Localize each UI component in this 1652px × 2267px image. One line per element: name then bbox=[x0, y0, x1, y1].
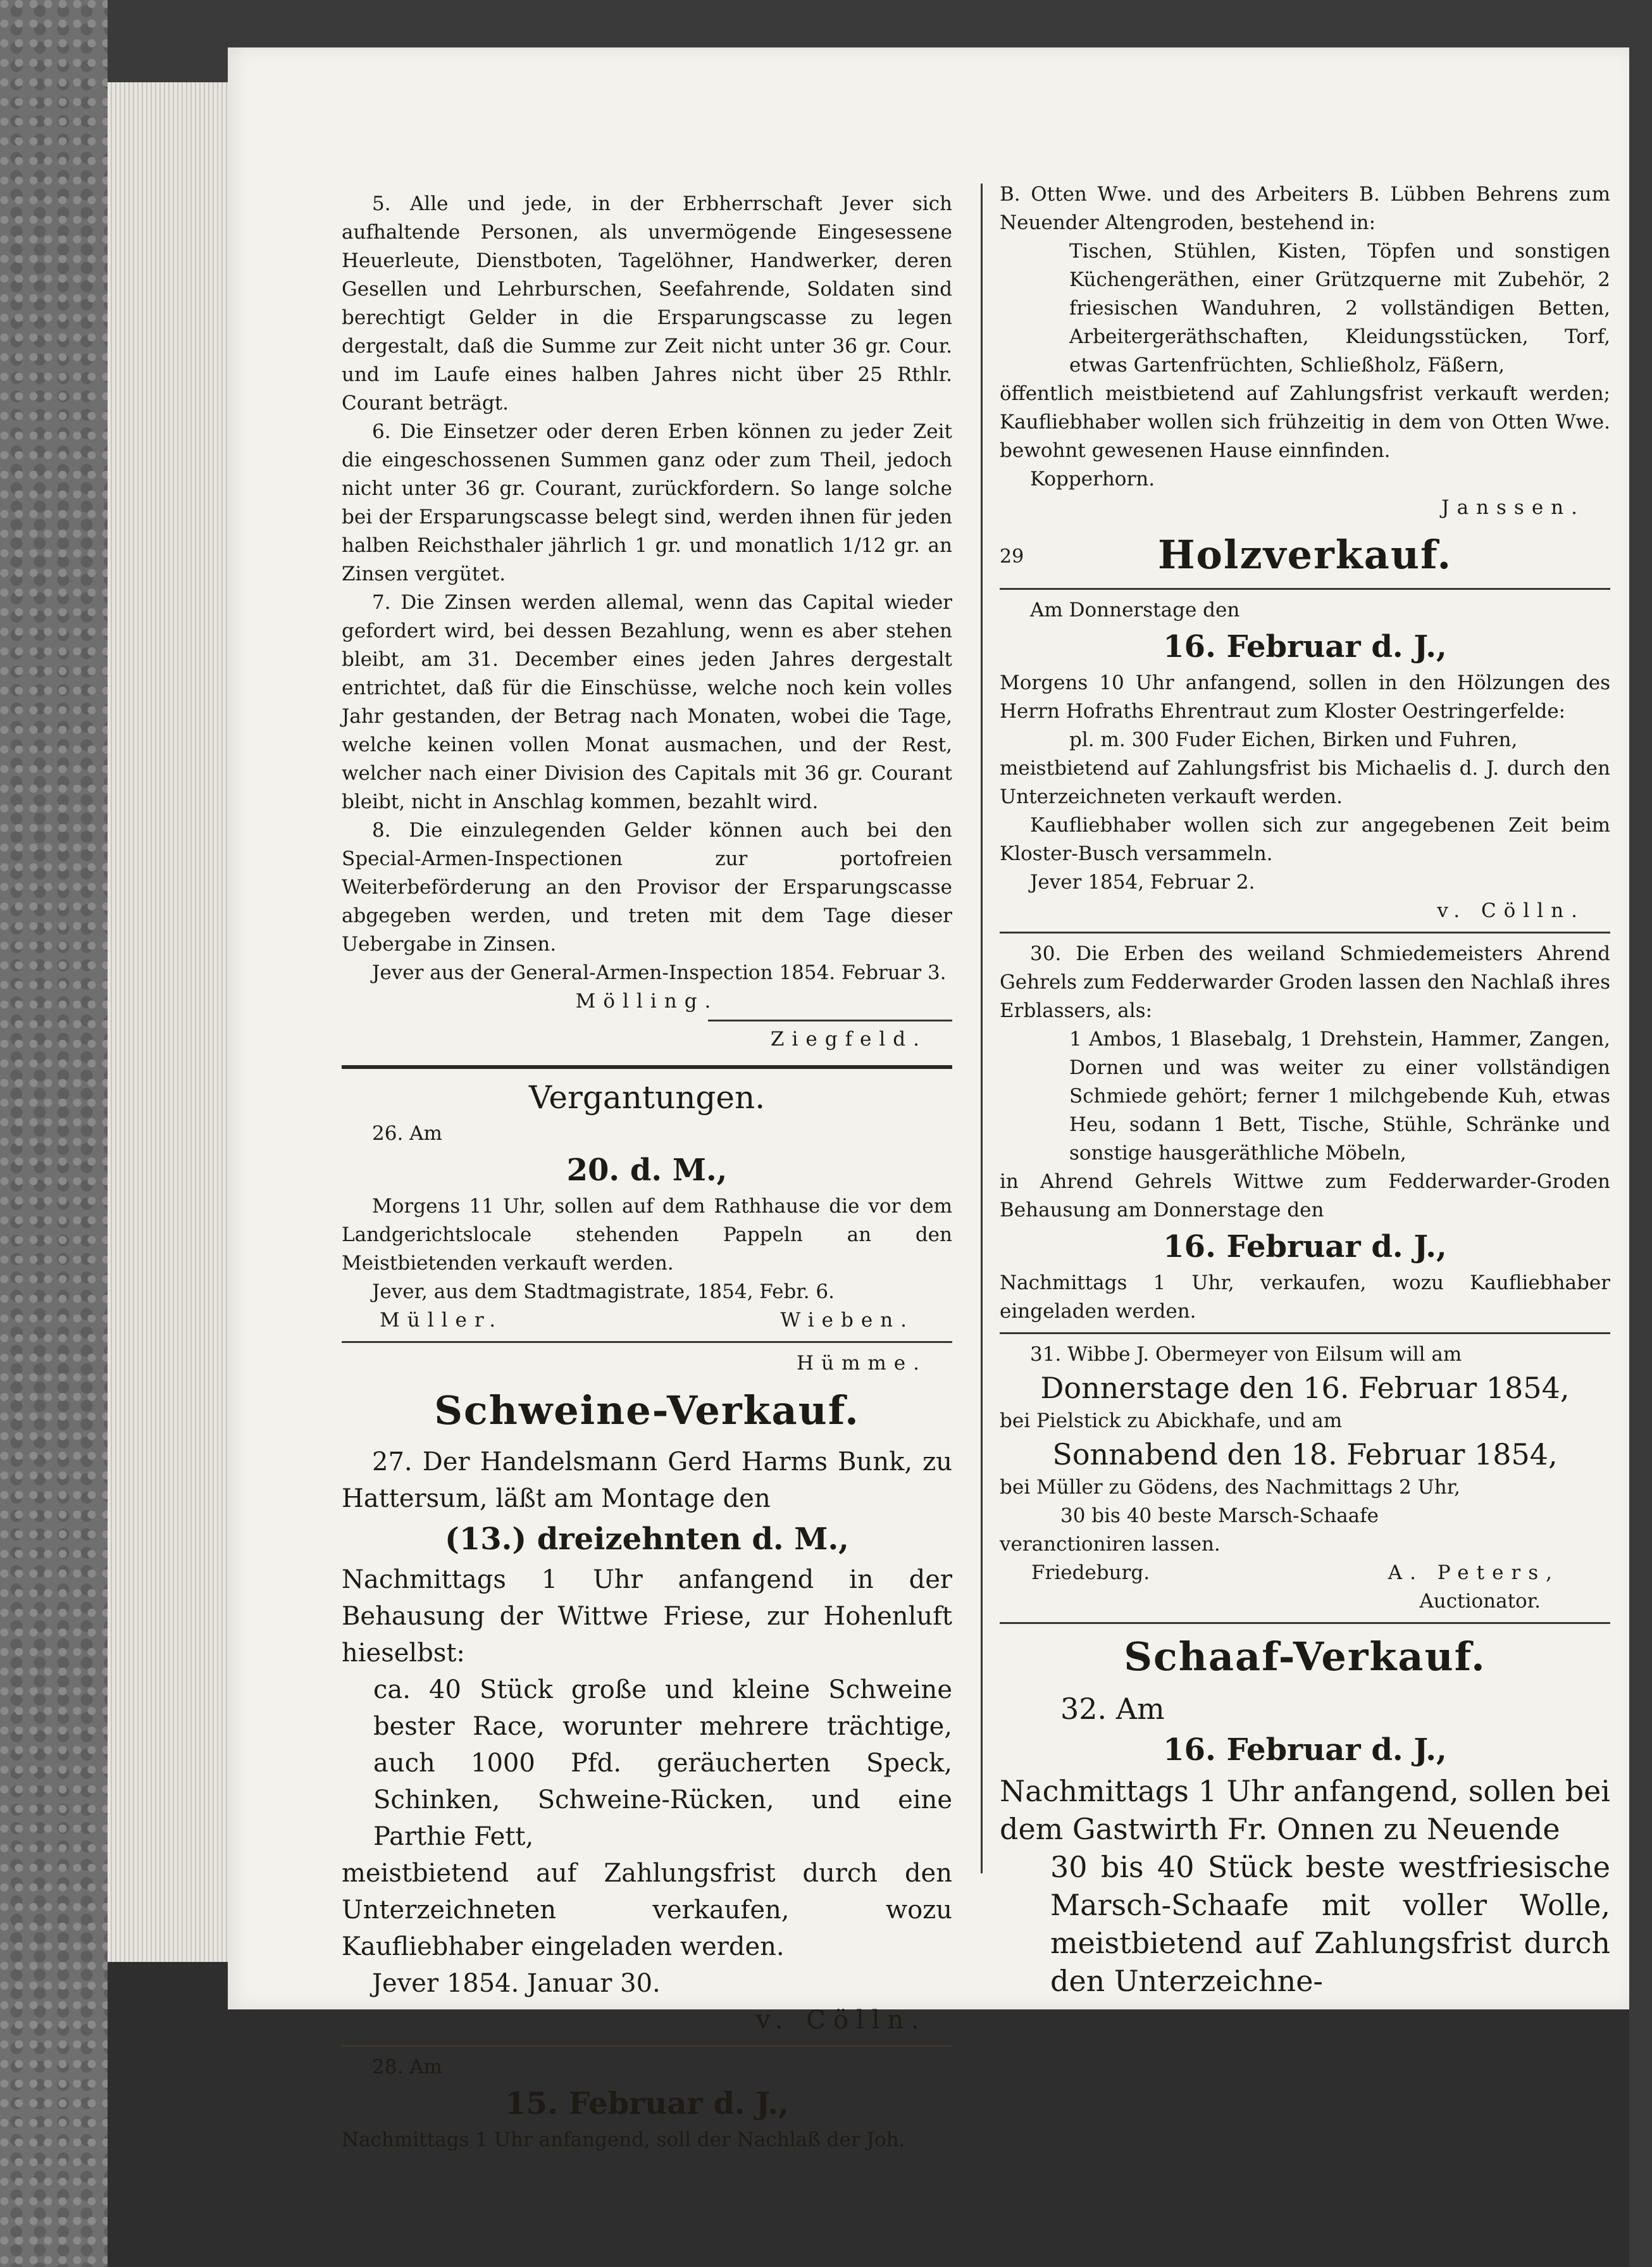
notice-text: 31. Wibbe J. Obermeyer von Eilsum will am bbox=[1030, 1343, 1462, 1366]
notice-date: 16. Februar d. J., bbox=[1163, 1229, 1447, 1265]
divider bbox=[708, 1020, 952, 1021]
divider bbox=[1000, 932, 1610, 934]
role: Auctionator. bbox=[1419, 1590, 1541, 1613]
paragraph-8: 8. Die einzulegenden Gelder können auch bei den Special-Armen-Inspectionen zur portofreien Weiterbeförderung an den Provisor der Ersparungscasse abgegeben werden, und treten mit dem Tage dieser Uebergabe in Zinsen. bbox=[342, 819, 952, 956]
notice-number: 29 bbox=[1000, 546, 1024, 568]
date-line: Jever 1854, Februar 2. bbox=[1030, 871, 1255, 894]
paragraph-7: 7. Die Zinsen werden allemal, wenn das Capital wieder gefordert wird, bei dessen Bezahlung, wenn es aber stehen bleibt, am 31. December eines jeden Jahres dergestalt entrichtet, daß für die Einschüsse, welche noch kein volles Jahr gestanden, der Betrag nach Monaten, wobei die Tage, welche keinen vollen Monat ausmachen, und der Rest, welcher nach einer Division des Capitals mit 36 gr. Courant bleibt, nicht in Anschlag kommen, bezahlt wird. bbox=[342, 591, 952, 813]
divider bbox=[342, 2045, 952, 2047]
section-heading-schweine: Schweine-Verkauf. bbox=[434, 1387, 860, 1433]
notice-text: Nachmittags 1 Uhr, verkaufen, wozu Kaufliebhaber eingeladen werden. bbox=[1000, 1271, 1610, 1323]
notice-text: Nachmittags 1 Uhr anfangend, sollen bei dem Gastwirth Fr. Onnen zu Neuende bbox=[1000, 1774, 1610, 1846]
notice-text: in Ahrend Gehrels Wittwe zum Fedderwarder-Groden Behausung am Donnerstage den bbox=[1000, 1170, 1610, 1221]
signature: Wieben. bbox=[780, 1309, 914, 1332]
item-list: ca. 40 Stück große und kleine Schweine bester Race, worunter mehrere trächtige, auch 1000 Pfd. geräucherten Speck, Schinken, Schweine-Rücken, und eine Parthie Fett, bbox=[373, 1675, 952, 1851]
section-heading-vergantungen: Vergantungen. bbox=[528, 1079, 766, 1116]
notice-text: veranctioniren lassen. bbox=[1000, 1533, 1220, 1556]
signature: Hümme. bbox=[797, 1352, 927, 1375]
divider bbox=[1000, 588, 1610, 590]
notice-text: öffentlich meistbietend auf Zahlungsfrist verkauft werden; Kaufliebhaber wollen sich frühzeitig in dem von Otten Wwe. bewohnt gewesenen Hause einnfinden. bbox=[1000, 382, 1610, 462]
notice-date: (13.) dreizehnten d. M., bbox=[445, 1521, 849, 1557]
signature: Janssen. bbox=[1441, 496, 1585, 519]
item-list: 30 bis 40 beste Marsch-Schaafe bbox=[1060, 1504, 1379, 1527]
divider bbox=[1000, 1332, 1610, 1334]
notice-date: 15. Februar d. J., bbox=[505, 2086, 789, 2121]
notice-number: 26. Am bbox=[372, 1122, 442, 1145]
notice-text: Nachmittags 1 Uhr anfangend, soll der Nachlaß der Joh. bbox=[342, 2128, 905, 2151]
notice-text: Morgens 10 Uhr anfangend, sollen in den Hölzungen des Herrn Hofraths Ehrentraut zum Kloster Oestringerfelde: bbox=[1000, 671, 1610, 723]
notice-text: bei Müller zu Gödens, des Nachmittags 2 Uhr, bbox=[1000, 1476, 1461, 1499]
notice-text: Nachmittags 1 Uhr anfangend in der Behausung der Wittwe Friese, zur Hohenluft hieselbst: bbox=[342, 1565, 952, 1668]
item-list: 30 bis 40 Stück beste westfriesische Marsch-Schaafe mit voller Wolle, meistbietend auf Zahlungsfrist durch den Unterzeichne- bbox=[1050, 1850, 1610, 1998]
notice-text: 27. Der Handelsmann Gerd Harms Bunk, zu Hattersum, läßt am Montage den bbox=[342, 1447, 952, 1513]
date-line: Jever 1854. Januar 30. bbox=[372, 1969, 661, 1998]
place-date: Jever, aus dem Stadtmagistrate, 1854, Febr. 6. bbox=[372, 1280, 835, 1303]
notice-date: Donnerstage den 16. Februar 1854, bbox=[1040, 1371, 1570, 1405]
signature: Müller. bbox=[380, 1309, 504, 1332]
signature: Mölling. bbox=[575, 990, 719, 1013]
divider bbox=[1000, 1622, 1610, 1624]
item-list: pl. m. 300 Fuder Eichen, Birken und Fuhren, bbox=[1069, 728, 1518, 751]
notice-text: meistbietend auf Zahlungsfrist durch den Unterzeichneten verkaufen, wozu Kaufliebhaber eingeladen werden. bbox=[342, 1859, 952, 1961]
signature: v. Cölln. bbox=[1437, 899, 1585, 922]
paragraph-5: 5. Alle und jede, in der Erbherrschaft Jever sich aufhaltende Personen, als unvermögende Eingesessene Heuerleute, Dienstboten, Tagelöhner, Handwerker, deren Gesellen und Lehrburschen, Seefahrende, Soldaten sind berechtigt Gelder in die Ersparungscasse zu legen dergestalt, daß die Summe zur Zeit nicht unter 36 gr. Cour. und im Laufe eines halben Jahres nicht über 25 Rthlr. Courant beträgt. bbox=[342, 192, 952, 415]
notice-date: 20. d. M., bbox=[566, 1152, 728, 1188]
notice-date: 16. Februar d. J., bbox=[1163, 1732, 1447, 1768]
notice-text: B. Otten Wwe. und des Arbeiters B. Lübben Behrens zum Neuender Altengroden, bestehend in: bbox=[1000, 183, 1610, 234]
notice-text: Am Donnerstage den bbox=[1030, 599, 1240, 621]
notice-text: 30. Die Erben des weiland Schmiedemeisters Ahrend Gehrels zum Fedderwarder Groden lassen den Nachlaß ihres Erblassers, als: bbox=[1000, 942, 1610, 1022]
paragraph-6: 6. Die Einsetzer oder deren Erben können zu jeder Zeit die eingeschossenen Summen ganz oder zum Theil, jedoch nicht unter 36 gr. Courant, zurückfordern. So lange solche bei der Ersparungscasse belegt sind, werden ihnen für jeden halben Reichsthaler jährlich 1 gr. und monatlich 1/12 gr. an Zinsen vergütet. bbox=[342, 420, 952, 585]
notice-number: 28. Am bbox=[372, 2056, 442, 2078]
section-heading-holz: Holzverkauf. bbox=[1157, 532, 1453, 578]
book-cover-marble bbox=[0, 0, 108, 2267]
signature: Ziegfeld. bbox=[770, 1028, 927, 1051]
section-heading-schaaf: Schaaf-Verkauf. bbox=[1124, 1633, 1486, 1680]
notice-date: Sonnabend den 18. Februar 1854, bbox=[1052, 1437, 1558, 1471]
notice-text: Kaufliebhaber wollen sich zur angegebenen Zeit beim Kloster-Busch versammeln. bbox=[1000, 814, 1610, 865]
notice-text: Morgens 11 Uhr, sollen auf dem Rathhause die vor dem Landgerichtslocale stehenden Pappeln an den Meistbietenden verkauft werden. bbox=[342, 1195, 952, 1275]
item-list: 1 Ambos, 1 Blasebalg, 1 Drehstein, Hammer, Zangen, Dornen und was weiter zu einer vollständigen Schmiede gehört; ferner 1 milchgebende Kuh, etwas Heu, sodann 1 Bett, Tische, Stühle, Schränke und sonstige hausgeräthliche Möbeln, bbox=[1069, 1028, 1610, 1165]
column-divider bbox=[981, 184, 983, 1873]
left-column bbox=[342, 190, 952, 2154]
notice-date: 16. Februar d. J., bbox=[1163, 629, 1447, 665]
notice-number: 32. Am bbox=[1060, 1692, 1165, 1726]
divider bbox=[342, 1341, 952, 1343]
right-column bbox=[1000, 180, 1610, 2000]
page-edges bbox=[108, 82, 234, 1962]
place: Kopperhorn. bbox=[1030, 468, 1155, 490]
notice-text: meistbietend auf Zahlungsfrist bis Michaelis d. J. durch den Unterzeichneten verkauft werden. bbox=[1000, 757, 1610, 808]
item-list: Tischen, Stühlen, Kisten, Töpfen und sonstigen Küchengeräthen, einer Grützquerne mit Zubehör, 2 friesischen Wanduhren, 2 vollständigen Betten, Arbeitergeräthschaften, Kleidungsstücken, Torf, etwas Gartenfrüchten, Schließholz, Fäßern, bbox=[1069, 240, 1610, 377]
section-divider bbox=[342, 1065, 952, 1069]
signature: v. Cölln. bbox=[755, 2006, 927, 2035]
signature: A. Peters, bbox=[1388, 1561, 1560, 1584]
place: Friedeburg. bbox=[1031, 1561, 1150, 1584]
notice-text: bei Pielstick zu Abickhafe, und am bbox=[1000, 1409, 1343, 1432]
date-line: Jever aus der General-Armen-Inspection 1854. Februar 3. bbox=[372, 961, 947, 984]
